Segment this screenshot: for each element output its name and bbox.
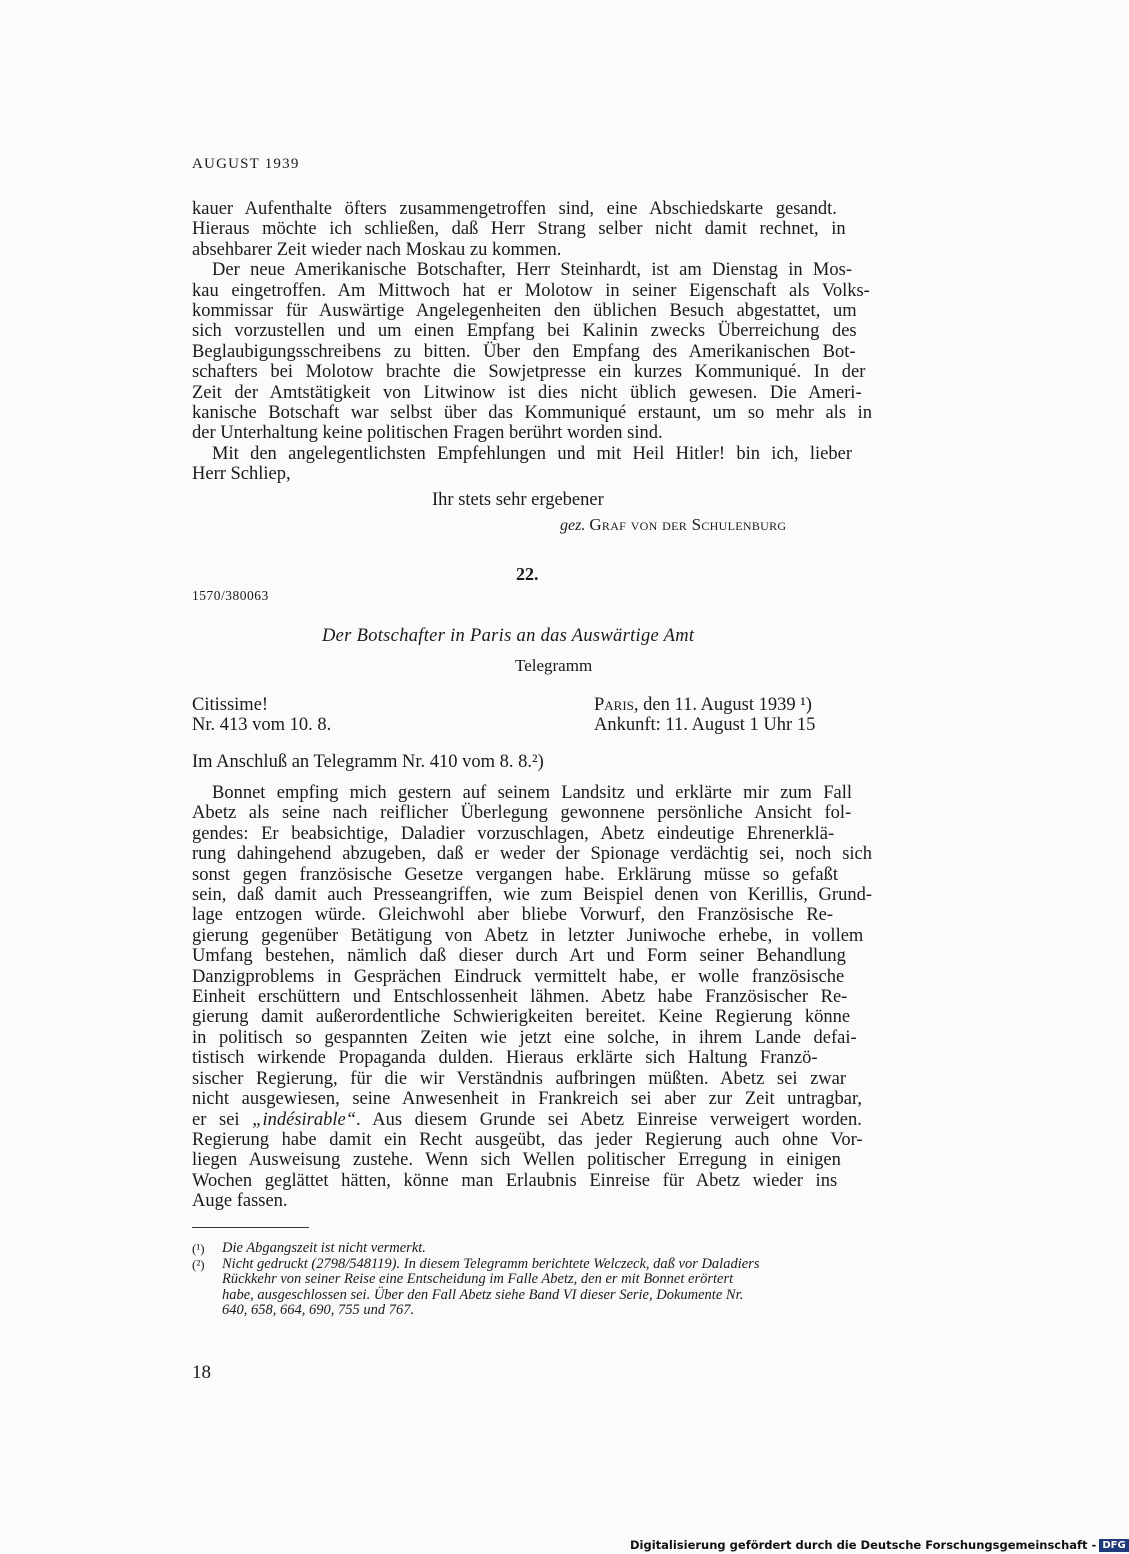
footnote-divider	[192, 1227, 309, 1228]
text-line: Auge fassen.	[192, 1191, 288, 1212]
paragraph	[192, 260, 872, 444]
footnote-text	[222, 1257, 872, 1319]
text-line: Regierung habe damit ein Recht ausgeübt, das jeder Regierung auch ohne Vor-	[192, 1129, 863, 1150]
document-number: 22.	[516, 564, 539, 584]
signature-name: Graf von der Schulenburg	[589, 515, 787, 534]
priority-label: Citissime!	[192, 695, 269, 715]
text-line: Der neue Amerikanische Botschafter, Herr Steinhardt, ist am Dienstag in Mos-	[212, 260, 852, 281]
footnote-line: Die Abgangszeit ist nicht vermerkt.	[222, 1240, 426, 1256]
text-line: gendes: Er beabsichtige, Daladier vorzuschlagen, Abetz eindeutige Ehrenerklä-	[192, 823, 835, 844]
paragraph	[192, 199, 872, 260]
text-line: sein, daß damit auch Presseangriffen, wie zum Beispiel denen von Kerillis, Grund-	[192, 885, 872, 906]
footnotes	[192, 1241, 872, 1319]
emphasis: „indésirable“	[252, 1109, 357, 1130]
footnote-mark: (¹)	[192, 1241, 205, 1256]
page-number: 18	[192, 1362, 211, 1383]
text-line: kanische Botschaft war selbst über das Kommuniqué erstaunt, um so mehr als in	[192, 403, 872, 424]
text-line: sonst gegen französische Gesetze vergangen habe. Erklärung müsse so gefaßt	[192, 864, 838, 885]
text-line: tistisch wirkende Propaganda dulden. Hieraus erklärte sich Haltung Franzö-	[192, 1048, 818, 1069]
reference-line: Im Anschluß an Telegramm Nr. 410 vom 8. 8.²)	[192, 752, 544, 772]
footnote-line: Nicht gedruckt (2798/548119). In diesem Telegramm berichtete Welczeck, daß vor Daladiers	[222, 1255, 760, 1272]
footnote-mark: (²)	[192, 1256, 205, 1272]
text-line: gierung gegenüber Betätigung von Abetz in letzter Juniwoche erhebe, in vollem	[192, 925, 864, 946]
text-line: sischer Regierung, für die wir Verständnis aufbringen müßten. Abetz sei zwar	[192, 1068, 847, 1089]
text-line: der Unterhaltung keine politischen Fragen berührt worden sind.	[192, 423, 663, 444]
text-line: Abetz als seine nach reiflicher Überlegung gewonnene persönliche Ansicht fol-	[192, 803, 852, 824]
archive-reference: 1570/380063	[192, 588, 269, 603]
dfg-logo: DFG	[1099, 1539, 1128, 1552]
text-line: Einheit erschüttern und Entschlossenheit lähmen. Abetz habe Französischer Re-	[192, 987, 848, 1008]
text-line: liegen Ausweisung zustehe. Wenn sich Wellen politischer Erregung in einigen	[192, 1150, 841, 1171]
text-line: kommissar für Auswärtige Angelegenheiten den üblichen Besuch abgestattet, um	[192, 301, 857, 321]
paragraph	[192, 783, 872, 1212]
date-text: den 11. August 1939 ¹)	[643, 695, 812, 715]
text-line: Herr Schliep,	[192, 464, 291, 485]
digitization-banner	[630, 1538, 1129, 1552]
text-line: nicht ausgewiesen, seine Anwesenheit in Frankreich sei aber zur Zeit untragbar,	[192, 1089, 863, 1110]
footnote-line: Rückkehr von seiner Reise eine Entscheidung im Falle Abetz, den er mit Bonnet erörtert	[222, 1271, 734, 1288]
footnote-line: habe, ausgeschlossen sei. Über den Fall Abetz siehe Band VI dieser Serie, Dokumente Nr.	[222, 1286, 744, 1303]
footnote-text	[222, 1241, 872, 1257]
text-line: Danzigproblems in Gesprächen Eindruck vermittelt habe, er wolle französische	[192, 966, 845, 987]
running-head: AUGUST 1939	[192, 156, 300, 172]
text-line: Zeit der Amtstätigkeit von Litwinow ist dies nicht üblich gewesen. Die Ameri-	[192, 382, 862, 403]
text-line: Hieraus möchte ich schließen, daß Herr Strang selber nicht damit rechnet, in	[192, 219, 846, 240]
text-line: kauer Aufenthalte öfters zusammengetroffen sind, eine Abschiedskarte gesandt.	[192, 199, 837, 219]
text-line: Mit den angelegentlichsten Empfehlungen und mit Heil Hitler! bin ich, lieber	[212, 443, 852, 464]
date-line	[594, 695, 812, 715]
letter-closing: Ihr stets sehr ergebener	[432, 490, 604, 510]
text-line: Wochen geglättet hätten, könne man Erlaubnis Einreise für Abetz wieder ins	[192, 1170, 838, 1191]
text-line: Umfang bestehen, nämlich daß dieser durch Art und Form seiner Behandlung	[192, 946, 846, 967]
paragraph	[192, 444, 872, 485]
text-line: absehbarer Zeit wieder nach Moskau zu kommen.	[192, 239, 562, 260]
text-line: Bonnet empfing mich gestern auf seinem Landsitz und erklärte mir zum Fall	[212, 783, 852, 803]
text-line: sich vorzustellen und um einen Empfang bei Kalinin zwecks Überreichung des	[192, 321, 857, 342]
letter-signature	[560, 515, 786, 535]
text-line: er sei „indésirable“. Aus diesem Grunde sei Abetz Einreise verweigert worden.	[192, 1109, 862, 1130]
footnote	[192, 1241, 872, 1257]
document-type: Telegramm	[515, 656, 593, 675]
text-line: Beglaubigungsschreibens zu bitten. Über den Empfang des Amerikanischen Bot-	[192, 341, 856, 362]
banner-text: Digitalisierung gefördert durch die Deutsche Forschungsgemeinschaft -	[630, 1538, 1097, 1552]
place-name: Paris,	[594, 695, 639, 715]
document-title: Der Botschafter in Paris an das Auswärtige Amt	[322, 626, 695, 646]
text-line: schafters bei Molotow brachte die Sowjetpresse ein kurzes Kommuniqué. In der	[192, 362, 866, 383]
text-line: lage entzogen würde. Gleichwohl aber bliebe Vorwurf, den Französische Re-	[192, 905, 834, 926]
footnote-line: 640, 658, 664, 690, 755 und 767.	[222, 1302, 415, 1319]
text-line: kau eingetroffen. Am Mittwoch hat er Molotow in seiner Eigenschaft als Volks-	[192, 280, 870, 301]
footnote	[192, 1257, 872, 1319]
signature-prefix: gez.	[560, 517, 586, 534]
text-line: in politisch so gespannten Zeiten wie jetzt eine solche, in ihrem Lande defai-	[192, 1027, 857, 1048]
text-line: gierung damit außerordentliche Schwierigkeiten bereitet. Keine Regierung könne	[192, 1007, 851, 1028]
text-line: rung dahingehend abzugeben, daß er weder der Spionage verdächtig sei, noch sich	[192, 844, 872, 865]
telegram-number: Nr. 413 vom 10. 8.	[192, 715, 332, 735]
arrival-line: Ankunft: 11. August 1 Uhr 15	[594, 715, 816, 735]
